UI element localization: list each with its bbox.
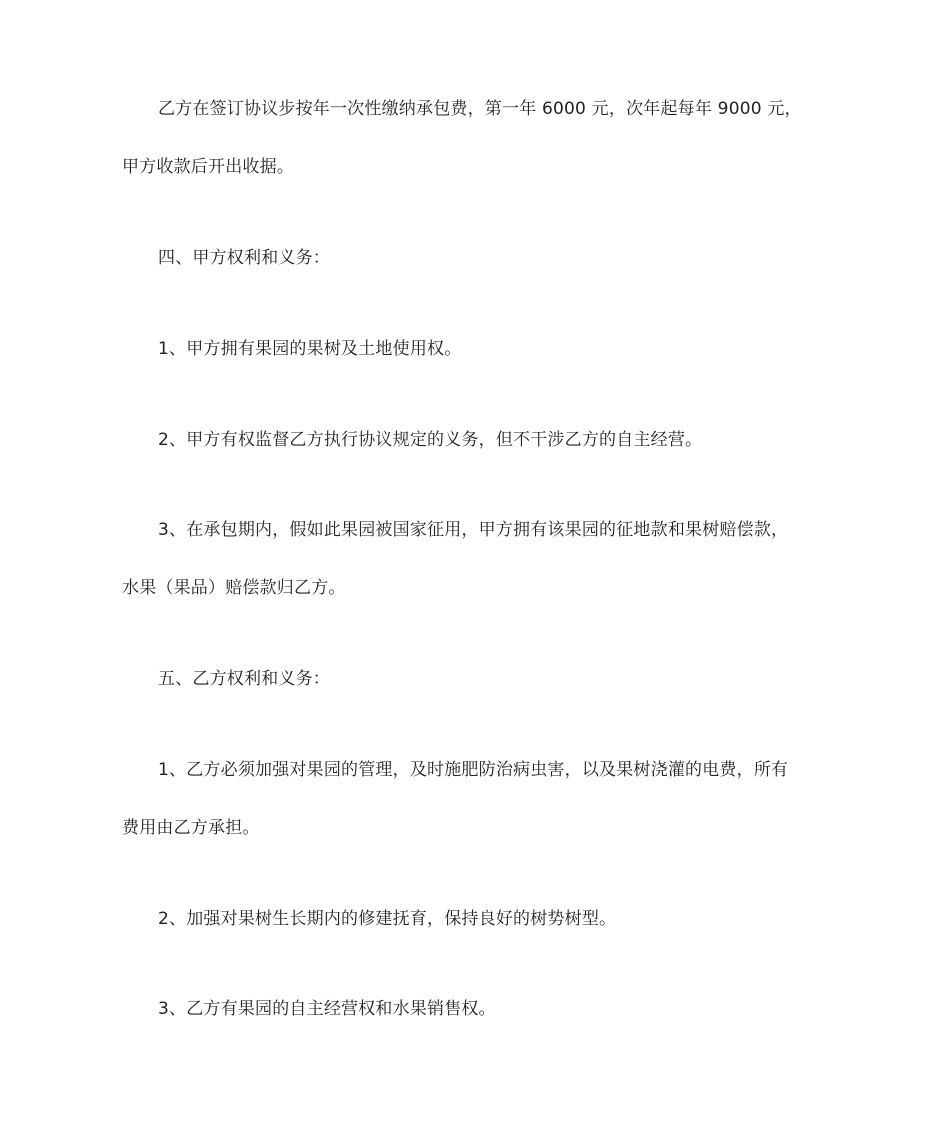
section-heading-party-b: 五、乙方权利和义务： [158, 669, 330, 689]
paragraph-fee-line-2: 甲方收款后开出收据。 [122, 157, 294, 177]
party-b-item-1-line-1: 1、乙方必须加强对果园的管理，及时施肥防治病虫害，以及果树浇灌的电费，所有 [158, 760, 789, 780]
party-b-item-3: 3、乙方有果园的自主经营权和水果销售权。 [158, 999, 496, 1019]
paragraph-fee-line-1: 乙方在签订协议步按年一次性缴纳承包费，第一年 6000 元，次年起每年 9000 元， [158, 99, 802, 119]
section-heading-party-a: 四、甲方权利和义务： [158, 248, 330, 268]
party-b-item-2: 2、加强对果树生长期内的修建抚育，保持良好的树势树型。 [158, 909, 617, 929]
party-a-item-2: 2、甲方有权监督乙方执行协议规定的义务，但不干涉乙方的自主经营。 [158, 430, 703, 450]
party-a-item-1: 1、甲方拥有果园的果树及土地使用权。 [158, 339, 462, 359]
party-a-item-3-line-1: 3、在承包期内，假如此果园被国家征用，甲方拥有该果园的征地款和果树赔偿款， [158, 520, 789, 540]
party-b-item-1-line-2: 费用由乙方承担。 [122, 818, 260, 838]
party-a-item-3-line-2: 水果（果品）赔偿款归乙方。 [122, 578, 346, 598]
